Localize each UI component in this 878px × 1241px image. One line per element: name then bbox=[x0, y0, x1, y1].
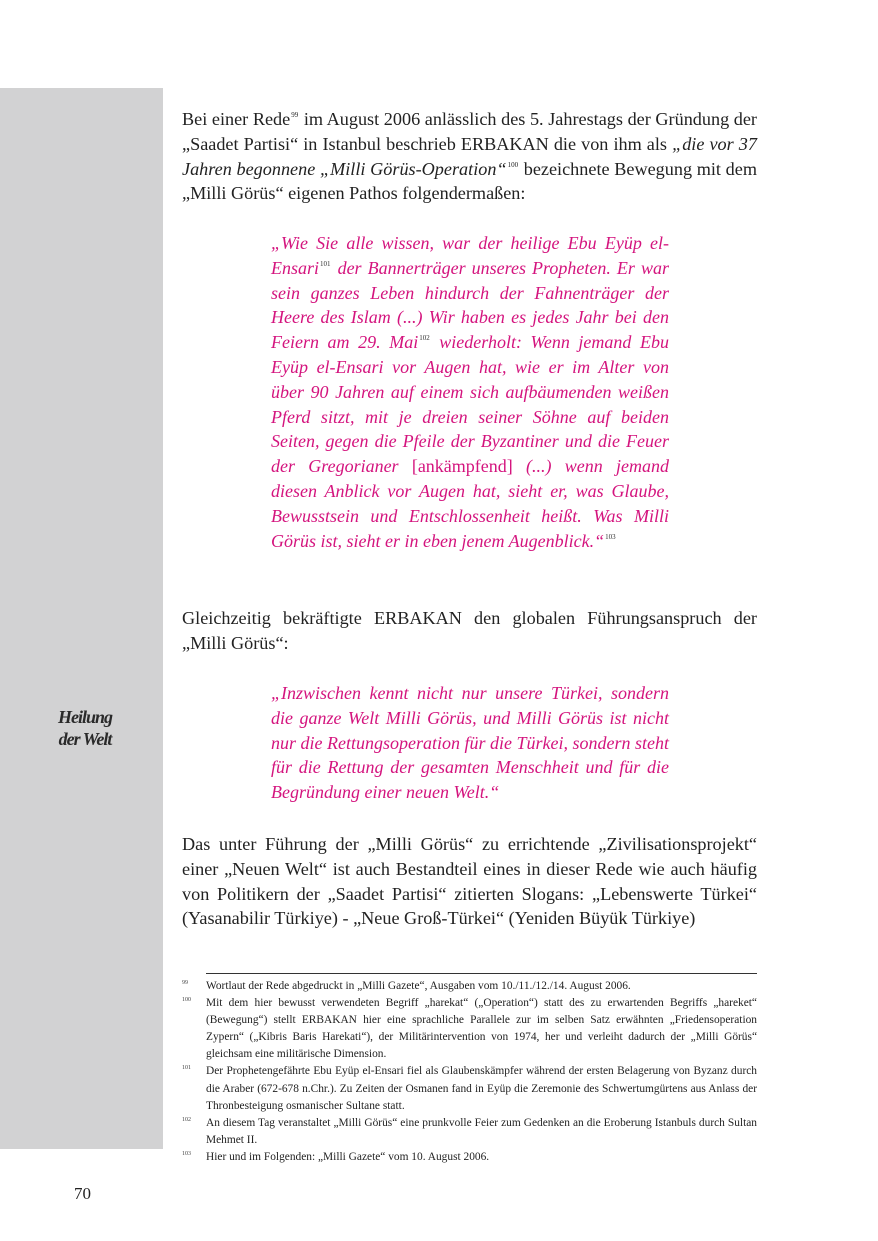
footnote: 102 An diesem Tag veranstaltet „Milli Görüs“ eine prunkvolle Feier zum Gedenken an die Eroberung Istanbuls durch Sultan Mehmet II. bbox=[182, 1116, 757, 1146]
footnote: 100 Mit dem hier bewusst verwendeten Begriff „harekat“ („Operation“) statt des zu erwartenden Begriffs „hareket“ (Bewegung“) stellt ERBAKAN hier eine sprachliche Parallele zur im selben Satz erwähnten „Friedensoperation Zypern“ („Kibris Baris Harekati“), der Militärintervention von 1974, her und verleiht dadurch der „Milli Görüs“ gleichsam eine militärische Dimension. bbox=[182, 997, 757, 1061]
paragraph-slogan: Das unter Führung der „Milli Görüs“ zu errichtende „Zivilisationsprojekt“ einer „Neuen Welt“ ist auch Bestandteil eines in dieser Rede wie auch häufig von Politikern der „Saadet Partisi“ zitierten Slogans: „Lebenswerte Türkei“ (Yasanabilir Türkiye) - „Neue Groß-Türkei“ (Yeniden Büyük Türkiye) bbox=[182, 834, 757, 929]
footnote: 103 Hier und im Folgenden: „Milli Gazete“ vom 10. August 2006. bbox=[182, 1150, 490, 1163]
footnote-ref-100[interactable]: 100 bbox=[507, 160, 519, 169]
footnotes bbox=[182, 978, 757, 1166]
paragraph-claim: Gleichzeitig bekräftigte ERBAKAN den globalen Führungsanspruch der „Milli Görüs“: bbox=[182, 608, 757, 653]
footnote: 101 Der Prophetengefährte Ebu Eyüp el-Ensari fiel als Glaubenskämpfer während der ersten Belagerung von Byzanz durch die Araber (672-678 n.Chr.). Zu Zeiten der Osmanen fand in Eyüp die Zeremonie des Schwertumgürtens aus Anlass der Thronbesteigung osmanischer Sultane statt. bbox=[182, 1065, 757, 1112]
editorial-insertion: [ankämpfend] bbox=[411, 456, 513, 477]
footnote-divider bbox=[206, 973, 757, 974]
paragraph-intro: Bei einer Rede$^{99}$ im August 2006 anlässlich des 5. Jahrestags der Gründung der „Saadet Partisi“ in Istanbul beschrieb ERBAKAN die von ihm als „die vor 37 Jahren begonnene „Milli Görüs-Operation“$^{100}$ bezeichnete Bewegung mit dem „Milli Görüs“ eigenen Pathos folgendermaßen: bbox=[182, 109, 757, 204]
block-quote-1: „Wie Sie alle wissen, war der heilige Ebu Eyüp el-Ensari$^{101}$ der Bannerträger unseres Propheten. Er war sein ganzes Leben hindurch der Fahnenträger der Heere des Islam (...) Wir haben es jedes Jahr bei den Feiern am 29. Mai$^{102}$ wiederholt: Wenn jemand Ebu Eyüp el-Ensari vor Augen hat, wie er im Alter von über 90 Jahren auf einem sich aufbäumenden weißen Pferd sitzt, mit je dreien seiner Söhne auf beiden Seiten, gegen die Pfeile der Byzantiner und die Feuer der Gregorianer [ankämpfend] (...) wenn jemand diesen Anblick vor Augen hat, sieht er, was Glaube, Bewusstsein und Entschlossenheit heißt. Was Milli Görüs ist, sieht er in eben jenem Augenblick.“$^{103}$ bbox=[271, 233, 669, 551]
block-quote-2: „Inzwischen kennt nicht nur unsere Türkei, sondern die ganze Welt Milli Görüs, und Milli Görüs ist nicht nur die Rettungsoperation für die Türkei, sondern steht für die Rettung der gesamten Menschheit und für die Begründung einer neuen Welt.“ bbox=[271, 683, 669, 803]
page-number: 70 bbox=[74, 1184, 91, 1203]
footnote-ref-103[interactable]: 103 bbox=[605, 532, 616, 541]
margin-note bbox=[0, 706, 170, 750]
footnote-ref-102[interactable]: 102 bbox=[419, 334, 430, 343]
margin-sidebar bbox=[0, 88, 163, 1149]
margin-note-line1: Heilung bbox=[57, 707, 112, 727]
margin-note-line2: der Welt bbox=[58, 729, 112, 749]
quoted-phrase: „die vor 37 Jahren begonnene „Milli Görüs-Operation“ bbox=[182, 133, 757, 179]
footnote: 99 Wortlaut der Rede abgedruckt in „Milli Gazete“, Ausgaben vom 10./11./12./14. August 2006. bbox=[182, 980, 631, 992]
footnote-ref-99[interactable]: 99 bbox=[291, 111, 299, 119]
footnote-ref-101[interactable]: 101 bbox=[320, 259, 331, 268]
